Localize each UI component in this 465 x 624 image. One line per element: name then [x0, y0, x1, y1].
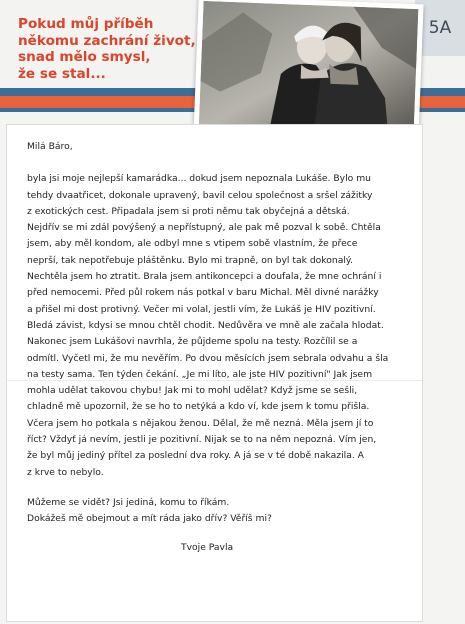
photo-frame	[193, 0, 423, 144]
photo-two-women	[199, 1, 419, 139]
letter-card	[6, 124, 423, 622]
page-title	[18, 16, 213, 82]
letter-line: z krve to nebylo.	[27, 466, 104, 478]
letter-line: byla jsi moje nejlepší kamarádka... dokud jsem nepoznala Lukáše. Bylo mu	[27, 173, 371, 185]
title-line: snad mělo smysl,	[18, 49, 151, 65]
letter-line: Nejdřív se mi zdál povýšený a nepřístupný, ale pak mě pozval k sobě. Chtěla	[27, 222, 381, 234]
letter-line: na testy sama. Ten týden čekání. „Je mi líto, ale jste HIV pozitivní" Jak jsem	[27, 368, 373, 380]
letter-signature: Tvoje Pavla	[181, 541, 234, 553]
letter-line: z exotických cest. Připadala jsem si proti němu tak obyčejná a dětská.	[27, 205, 350, 217]
letter-line: že byl můj jediný přítel za poslední dva roky. A já se v té době nakazila. A	[27, 450, 364, 462]
letter-line: tehdy dvaatřicet, dokonale upravený, bavil celou společnost a sršel zážitky	[27, 189, 373, 201]
closing-line: Dokážeš mě obejmout a mít ráda jako dřív? Věříš mi?	[27, 513, 272, 525]
letter-line: Včera jsem ho potkala s nějakou ženou. Dělal, že mě nezná. Měla jsem jí to	[27, 417, 374, 429]
title-line: někomu zachrání život,	[18, 32, 196, 49]
letter-line: jsem, aby měl kondom, ale odbyl mne s vtipem sobě vlastním, že přece	[27, 238, 358, 250]
paragraph-gap	[27, 481, 417, 495]
title-line: Pokud můj příběh	[18, 16, 154, 32]
letter-text	[27, 139, 417, 556]
letter-line: neprší, tak nepotřebuje pláštěnku. Bylo mi trapně, on byl tak dokonalý.	[27, 254, 353, 266]
letter-line: a přišel mi dost protivný. Večer mi volal, jestli vím, že Lukáš je HIV pozitivní.	[27, 303, 376, 315]
letter-line: Nechtěla jsem ho ztratit. Brala jsem antikoncepci a doufala, že mne ochrání i	[27, 271, 382, 283]
letter-line: Nakonec jsem Lukášovi navrhla, že půjdeme spolu na testy. Rozčílil se a	[27, 336, 358, 348]
letter-line: mohla udělat takovou chybu! Jak mi to mohl udělat? Když jsme se sešli,	[27, 385, 358, 397]
title-line: že se stal...	[18, 65, 106, 82]
section-badge: 5A	[415, 0, 465, 56]
letter-line: chladně mě upozornil, že se ho to netýká a kdo ví, kde jsem k tomu přišla.	[27, 401, 370, 413]
letter-line: odmítl. Vyčetl mi, že mu nevěřím. Po dvou měsících jsem sebrala odvahu a šla	[27, 352, 389, 364]
letter-line: před nemocemi. Před půl rokem nás potkal v baru Michal. Měl divné narážky	[27, 287, 379, 299]
closing-line: Můžeme se vidět? Jsi jediná, komu to říkám.	[27, 496, 230, 508]
letter-line: Bledá závist, kdysi se mnou chtěl chodit. Nedůvěra ve mně ale začala hlodat.	[27, 319, 384, 331]
letter-greeting: Milá Báro,	[27, 141, 73, 152]
letter-line: říct? Vždyť já nevím, jestli je pozitivní. Nijak se to na něm nepozná. Vím jen,	[27, 434, 377, 446]
